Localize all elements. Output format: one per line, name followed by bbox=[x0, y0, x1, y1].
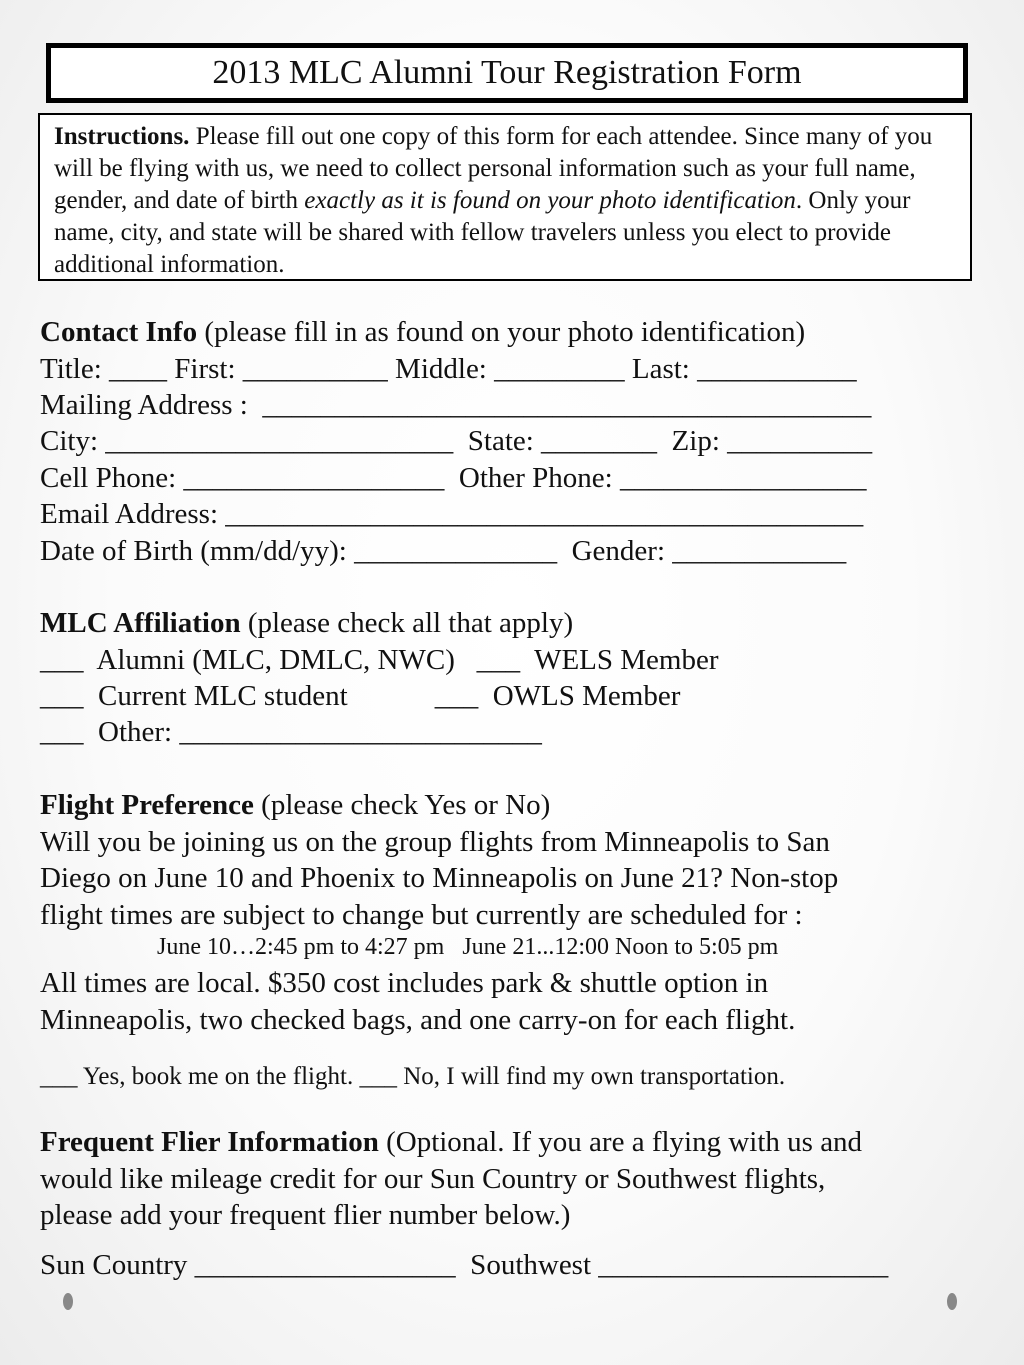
instructions-box bbox=[38, 113, 972, 281]
instructions-italic: exactly as it is found on your photo identification bbox=[304, 187, 796, 214]
affiliation-row-1: ___ Alumni (MLC, DMLC, NWC) ___ WELS Member bbox=[40, 644, 719, 676]
email-line: Email Address: ____________________________________________ bbox=[40, 498, 864, 530]
dob-gender-line: Date of Birth (mm/dd/yy): ______________ Gender: ____________ bbox=[40, 535, 847, 567]
affiliation-row-2: ___ Current MLC student ___ OWLS Member bbox=[40, 680, 681, 712]
form-title-box bbox=[46, 43, 968, 103]
flight-heading-note: (please check Yes or No) bbox=[253, 789, 551, 821]
flight-heading: Flight Preference bbox=[40, 789, 254, 821]
affiliation-heading: MLC Affiliation bbox=[40, 607, 241, 639]
frequent-flier-heading-line bbox=[40, 1124, 862, 1160]
city-state-zip-line: City: ________________________ State: ________ Zip: __________ bbox=[40, 425, 873, 457]
flight-paragraph-5: Minneapolis, two checked bags, and one carry-on for each flight. bbox=[40, 1004, 796, 1036]
instructions-text-2: . Only your name, city, and state will be shared with fellow travelers unless you elect to provide additional information. bbox=[54, 187, 911, 278]
flight-choice-line: ___ Yes, book me on the flight. ___ No, I will find my own transportation. bbox=[40, 1063, 786, 1090]
frequent-flier-line-3: please add your frequent flier number below.) bbox=[40, 1199, 571, 1231]
frequent-flier-heading-note: (Optional. If you are a flying with us and bbox=[378, 1126, 863, 1158]
flight-times: June 10…2:45 pm to 4:27 pm June 21...12:00 Noon to 5:05 pm bbox=[157, 934, 779, 960]
contact-heading: Contact Info bbox=[40, 316, 198, 348]
affiliation-row-3: ___ Other: _________________________ bbox=[40, 716, 542, 748]
flight-heading-line bbox=[40, 787, 550, 823]
affiliation-heading-line bbox=[40, 605, 573, 641]
phone-line: Cell Phone: __________________ Other Phone: _________________ bbox=[40, 462, 867, 494]
flight-paragraph-1: Will you be joining us on the group flights from Minneapolis to San bbox=[40, 826, 830, 858]
flight-paragraph-4: All times are local. $350 cost includes park & shuttle option in bbox=[40, 967, 769, 999]
decorative-dot-right bbox=[947, 1293, 957, 1310]
form-title: 2013 MLC Alumni Tour Registration Form bbox=[212, 54, 802, 91]
frequent-flier-numbers-line: Sun Country __________________ Southwest ____________________ bbox=[40, 1249, 889, 1281]
contact-heading-line bbox=[40, 314, 805, 350]
frequent-flier-line-2: would like mileage credit for our Sun Country or Southwest flights, bbox=[40, 1163, 826, 1195]
flight-paragraph-2: Diego on June 10 and Phoenix to Minneapolis on June 21? Non-stop bbox=[40, 862, 839, 894]
instructions-label: Instructions. bbox=[54, 123, 190, 150]
contact-heading-note: (please fill in as found on your photo identification) bbox=[197, 316, 806, 348]
flight-paragraph-3: flight times are subject to change but currently are scheduled for : bbox=[40, 899, 803, 931]
mailing-address-line: Mailing Address : __________________________________________ bbox=[40, 389, 872, 421]
affiliation-heading-note: (please check all that apply) bbox=[240, 607, 574, 639]
frequent-flier-heading: Frequent Flier Information bbox=[40, 1126, 379, 1158]
name-fields-line: Title: ____ First: __________ Middle: _________ Last: ___________ bbox=[40, 353, 857, 385]
decorative-dot-left bbox=[63, 1293, 73, 1310]
instructions-text-1: Please fill out one copy of this form for each attendee. Since many of you will be flying with us, we need to collect personal information such as your full name, gender, and date of birth bbox=[54, 123, 933, 214]
